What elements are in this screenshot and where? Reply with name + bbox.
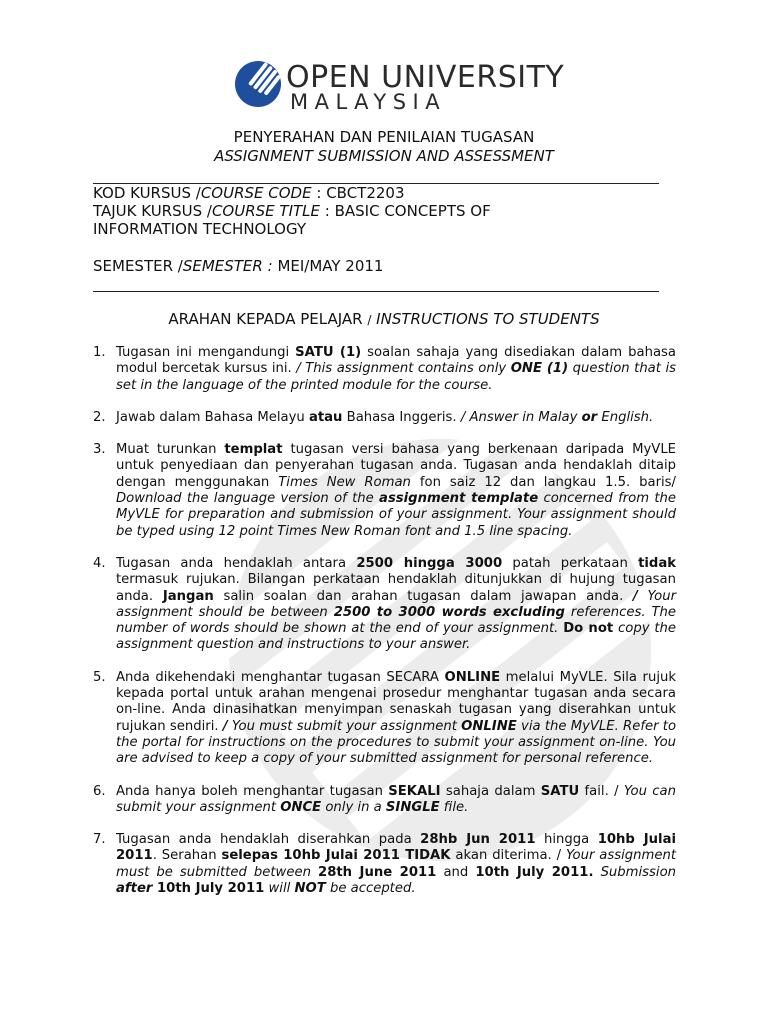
instruction-number: 4.: [93, 555, 106, 571]
instruction-text-run: 10hb Julai 2011: [116, 832, 676, 864]
instruction-text-run: Bahasa Inggeris.: [342, 409, 461, 425]
instruction-item: [93, 670, 676, 768]
instruction-text-run: concerned from the MyVLE for preparation and submission of your assignment. Your assignment should be typed using 12 point Times New Roman font and 1.5 line spacing.: [116, 491, 676, 539]
instruction-text-run: SEKALI: [388, 783, 441, 799]
instruction-text-run: /: [222, 718, 228, 734]
instruction-text-run: after: [116, 881, 153, 897]
instruction-text-run: Do not: [563, 621, 614, 637]
instructions-heading-en: INSTRUCTIONS TO STUDENTS: [376, 310, 600, 328]
instruction-number: 6.: [93, 783, 106, 799]
instruction-item: [93, 784, 676, 817]
instruction-text-run: question that is set in the language of the printed module for the course.: [116, 361, 676, 393]
instruction-text-run: Anda dikehendaki menghantar tugasan SECARA: [116, 669, 445, 685]
instruction-item: [93, 410, 676, 426]
instruction-text-run: fail. /: [579, 783, 624, 799]
instruction-text-run: sahaja dalam: [440, 783, 541, 799]
instruction-text-run: patah perkataan: [502, 555, 639, 571]
instruction-text-run: be accepted.: [325, 881, 416, 897]
instruction-text-run: Jangan: [162, 588, 214, 604]
course-code-label-en: COURSE CODE: [200, 184, 312, 202]
logo-text-malaysia: MALAYSIA: [290, 90, 447, 114]
instruction-text-run: 28hb Jun 2011: [420, 832, 536, 848]
semester-label-ms: SEMESTER /: [93, 257, 183, 275]
instruction-text-run: templat: [224, 442, 283, 458]
instruction-text-run: will: [264, 881, 295, 897]
instruction-text-run: soalan sahaja yang disediakan dalam bahasa modul bercetak kursus ini.: [116, 345, 676, 377]
instruction-text-run: melalui MyVLE. Sila rujuk kepada portal untuk arahan mengenai prosedur menghantar tugasan anda secara on-line. Anda dinasihatkan menyimpan senaskah tugasan yang diserahkan untuk rujukan sendiri.: [116, 669, 677, 734]
instruction-item: [93, 345, 676, 394]
instruction-text-run: termasuk rujukan. Bilangan perkataan hendaklah ditunjukkan di hujung tugasan anda.: [116, 572, 676, 604]
instruction-text-run: 10th July 2011.: [475, 864, 594, 880]
logo-text-open-university: OPEN UNIVERSITY: [286, 60, 565, 95]
instructions-heading-ms: ARAHAN KEPADA PELAJAR: [168, 310, 363, 328]
instruction-text-run: Anda hanya boleh menghantar tugasan: [116, 783, 389, 799]
university-emblem-icon: [234, 60, 282, 108]
instruction-text-run: You can submit your assignment: [116, 783, 676, 815]
instruction-text-run: Submission: [593, 864, 677, 880]
instructions-list: [93, 345, 676, 913]
course-code-value: CBCT2203: [326, 184, 405, 202]
instruction-text-run: /: [633, 588, 638, 604]
instruction-number: 1.: [93, 345, 106, 360]
instruction-text-run: and: [436, 864, 476, 880]
instruction-text-run: references. The number of words should be shown at the end of your assignment.: [116, 604, 676, 637]
course-title-label-en: COURSE TITLE: [211, 202, 320, 220]
instruction-text-run: SATU: [540, 783, 580, 799]
instruction-text-run: only in a: [321, 799, 386, 815]
course-title-label-ms: TAJUK KURSUS /: [93, 202, 212, 220]
instruction-text-run: You must submit your assignment: [227, 718, 462, 734]
instruction-text-run: 10th July 2011: [152, 881, 265, 897]
instructions-heading-slash: /: [367, 313, 372, 327]
instruction-text-run: hingga: [535, 832, 598, 848]
instruction-text-run: salin soalan dan arahan tugasan dalam jawapan anda.: [213, 588, 633, 604]
instruction-text-run: atau: [308, 409, 343, 425]
university-logo: [234, 60, 565, 116]
instruction-text-run: NOT: [294, 881, 326, 897]
instruction-text-run: ONLINE: [444, 669, 501, 685]
instruction-number: 7.: [93, 832, 106, 848]
instruction-text-run: SINGLE: [385, 799, 440, 815]
instruction-text-run: Tugasan ini mengandungi: [116, 345, 296, 360]
instruction-text-run: Jawab dalam Bahasa Melayu: [116, 409, 309, 425]
instruction-text-run: Your assignment should be between: [116, 588, 676, 620]
instruction-number: 5.: [93, 669, 106, 685]
instruction-text-run: fon saiz 12 dan langkau 1.5. baris/: [410, 474, 676, 490]
instruction-text-run: Download the language version of the: [116, 491, 380, 507]
instruction-text-run: . Serahan: [152, 848, 222, 864]
doc-title-english: ASSIGNMENT SUBMISSION AND ASSESSMENT: [214, 147, 554, 165]
instruction-text-run: Tugasan anda hendaklah diserahkan pada: [116, 832, 421, 848]
instruction-text-run: tidak: [638, 555, 677, 571]
semester-label-en: SEMESTER :: [182, 257, 273, 275]
instruction-text-run: English.: [597, 409, 654, 425]
course-title-value: BASIC CONCEPTS OF: [334, 202, 491, 220]
instruction-text-run: akan diterima. /: [450, 848, 566, 864]
instruction-number: 2.: [93, 409, 106, 425]
instruction-text-run: SATU (1): [295, 345, 362, 360]
instruction-number: 3.: [93, 442, 106, 458]
instruction-item: [93, 832, 676, 897]
instruction-text-run: / Answer in Malay: [460, 409, 582, 425]
semester-value: MEI/MAY 2011: [277, 257, 384, 275]
instruction-text-run: ONCE: [280, 799, 322, 815]
instruction-text-run: Tugasan anda hendaklah antara: [116, 555, 357, 571]
course-code-line: KOD KURSUS /COURSE CODE : CBCT2203: [93, 184, 405, 202]
course-code-label-ms: KOD KURSUS /: [93, 184, 201, 202]
course-title-line: TAJUK KURSUS /COURSE TITLE : BASIC CONCEPTS OF: [93, 202, 491, 220]
instruction-item: [93, 442, 676, 540]
instruction-text-run: file.: [439, 799, 469, 815]
doc-title-malay: PENYERAHAN DAN PENILAIAN TUGASAN: [233, 128, 535, 146]
instruction-text-run: via the MyVLE. Refer to the portal for instructions on the procedures to submit your assignment on-line. You are advised to keep a copy of your submitted assignment for personal reference.: [116, 718, 677, 767]
instruction-text-run: tugasan versi bahasa yang berkenaan daripada MyVLE untuk penyediaan dan penyerahan tugasan anda. Tugasan anda hendaklah ditaip dengan menggunakan: [116, 442, 677, 490]
instruction-text-run: assignment template: [379, 491, 539, 507]
instruction-text-run: selepas 10hb Julai 2011 TIDAK: [221, 848, 451, 864]
semester-line: [93, 257, 693, 275]
instruction-text-run: Times New Roman: [278, 474, 411, 490]
instruction-text-run: 2500 hingga 3000: [356, 555, 503, 571]
instruction-text-run: 2500 to 3000 words excluding: [333, 604, 565, 620]
instruction-text-run: 28th June 2011: [318, 864, 437, 880]
instruction-text-run: Your assignment must be submitted between: [116, 848, 676, 880]
instruction-text-run: ONE (1): [510, 361, 569, 377]
instruction-text-run: copy the assignment question and instructions to your answer.: [116, 621, 676, 653]
divider-bottom: [93, 291, 659, 292]
instruction-text-run: Muat turunkan: [116, 442, 225, 458]
instruction-text-run: or: [581, 409, 598, 425]
instruction-item: [93, 556, 676, 654]
instructions-heading: [0, 310, 768, 328]
instruction-text-run: ONLINE: [461, 718, 517, 734]
instruction-text-run: / This assignment contains only: [296, 361, 511, 377]
course-title-line-2: INFORMATION TECHNOLOGY: [93, 220, 307, 238]
